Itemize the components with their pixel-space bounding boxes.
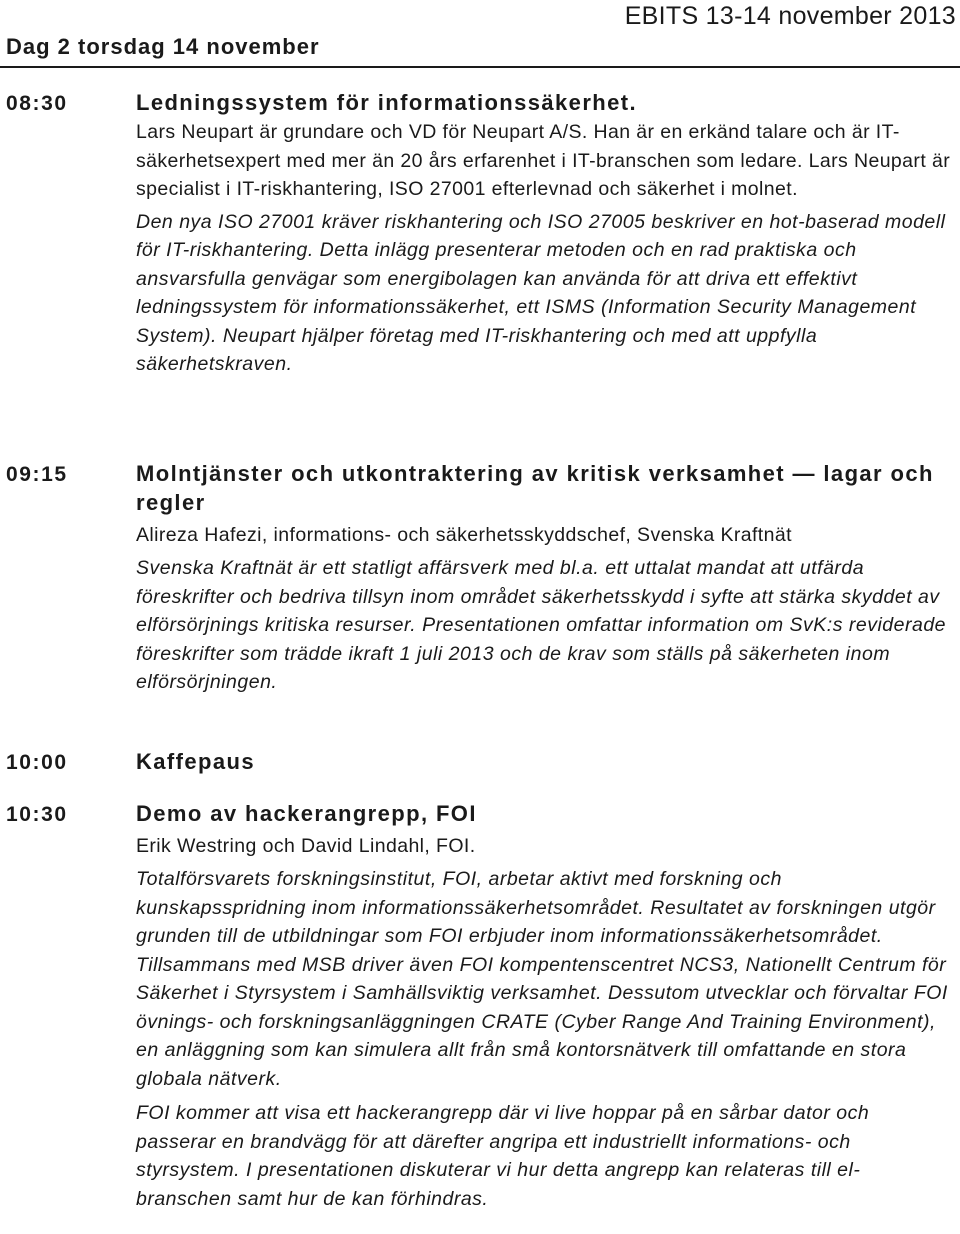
page-header [0, 0, 960, 68]
session-description: Svenska Kraftnät är ett statligt affärsverk med bl.a. ett uttalat mandat att utfärda föreskrifter och bedriva tillsyn inom området säkerhetsskydd i syfte att stärka skyddet av elförsörjnings kritiska resurser. Presentationen omfattar information om SvK:s reviderade föreskrifter som trädde ikraft 1 juli 2013 och de krav som ställs på säkerheten inom elförsörjningen. [136, 557, 947, 693]
session-body [136, 459, 954, 697]
session-time: 09:15 [6, 463, 68, 486]
speaker-info: Erik Westring och David Lindahl, FOI. [136, 835, 476, 857]
session-body [136, 747, 954, 776]
event-title: EBITS 13-14 november 2013 [624, 2, 956, 30]
session-title: Molntjänster och utkontraktering av kritisk verksamhet — lagar och regler [136, 461, 934, 515]
session-description: Totalförsvarets forskningsinstitut, FOI, arbetar aktivt med forskning och kunskapsspridning inom informationssäkerhetsområdet. Resultatet av forskningen utgör grunden till de utbildningar som FOI erbjuder inom informationssäkerhetsområdet. Tillsammans med MSB driver även FOI kompentenscentret NCS3, Nationellt Centrum för Säkerhet i Styrsystem i Samhällsviktig verksamhet. Dessutom utvecklar och förvaltar FOI övnings- och forskningsanläggningen CRATE (Cyber Range And Training Environment), en anläggning som kan simulera allt från små kontorsnätverk till omfattande en stora globala nätverk. [136, 868, 948, 1090]
session-title: Ledningssystem för informationssäkerhet. [136, 90, 637, 115]
speaker-info: Lars Neupart är grundare och VD för Neupart A/S. Han är en erkänd talare och är IT-säkerhetsexpert med mer än 20 års erfarenhet i IT-branschen som ledare. Lars Neupart är specialist i IT-riskhantering, ISO 27001 efterlevnad och säkerhet i molnet. [136, 121, 951, 200]
session-time: 10:00 [6, 751, 68, 774]
day-heading: Dag 2 torsdag 14 november [6, 34, 320, 59]
session-description: FOI kommer att visa ett hackerangrepp där vi live hoppar på en sårbar dator och passerar en brandvägg för att därefter angripa ett industriellt informations- och styrsystem. I presentationen diskuterar vi hur detta angrepp kan relateras till el-branschen samt hur de kan förhindras. [136, 1102, 870, 1210]
session-time: 08:30 [6, 92, 68, 115]
session-body [136, 799, 954, 1213]
session-title: Demo av hackerangrepp, FOI [136, 801, 477, 826]
session-body [136, 88, 954, 379]
session-description: Den nya ISO 27001 kräver riskhantering och ISO 27005 beskriver en hot-baserad modell för IT-riskhantering. Detta inlägg presenterar metoden och en rad praktiska och ansvarsfulla genvägar som energibolagen kan använda för att driva ett effektivt ledningssystem för informationssäkerhet, ett ISMS (Information Security Management System). Neupart hjälper företag med IT-riskhantering och med att uppfylla säkerhetskraven. [136, 210, 946, 375]
session-title: Kaffepaus [136, 749, 255, 774]
speaker-info: Alireza Hafezi, informations- och säkerhetsskyddschef, Svenska Kraftnät [136, 524, 792, 546]
session-time: 10:30 [6, 803, 68, 826]
